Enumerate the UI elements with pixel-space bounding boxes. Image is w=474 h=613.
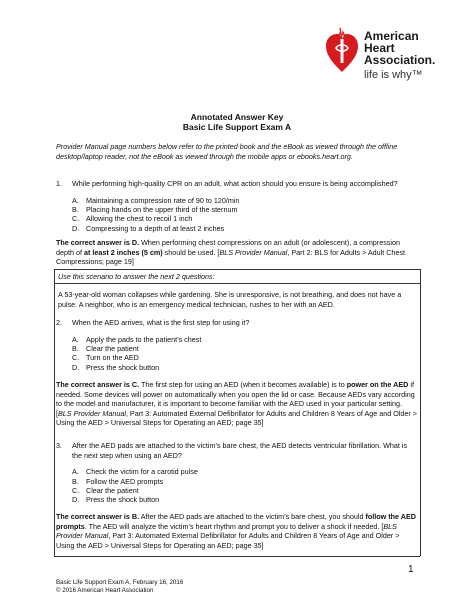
answer-3: The correct answer is B. After the AED pads are attached to the victim’s bare chest, you should follow the AED prompts. The AED will analyze the victim’s heart rhythm and prompt you to deliver a shock if needed. [BLS Provider Manual, Part 3: Automated External Defibrillator for Adults and Children 8 Years of Age and Older > Using the AED > Universal Steps for Operating an AED; page 35] bbox=[56, 512, 416, 550]
heart-torch-icon bbox=[324, 26, 360, 74]
scenario-box-divider bbox=[54, 283, 420, 284]
box-right-border bbox=[420, 269, 421, 556]
question-text: After the AED pads are attached to the victim’s bare chest, the AED detects ventricular fibrillation. What is the next step when using an AED? bbox=[72, 441, 408, 460]
options-list bbox=[72, 335, 418, 373]
question-2 bbox=[56, 318, 418, 372]
option-c: C. Clear the patient bbox=[72, 486, 139, 495]
option-d: D. Press the shock button bbox=[72, 495, 160, 505]
option-b: B. Follow the AED prompts bbox=[72, 476, 164, 486]
brand-name: American Heart Association. bbox=[364, 29, 436, 67]
page-number: 1 bbox=[408, 564, 414, 575]
question-text: While performing high-quality CPR on an adult, what action should you ensure is being accomplished? bbox=[72, 179, 398, 188]
option-a: A. Apply the pads to the patient’s chest bbox=[72, 334, 202, 344]
answer-2: The correct answer is C. The first step for using an AED (when it becomes available) is to power on the AED if needed. Some devices will power on automatically when you open the lid or case. Because AEDs vary according to the model and manufacturer, it is important to become familiar with the AED used in your particular setting. [BLS Provider Manual, Part 3: Automated External Defibrillator for Adults and Children 8 Years of Age and Older > Using the AED > Universal Steps for Operating an AED; page 35] bbox=[56, 380, 417, 428]
question-number: 2. bbox=[56, 318, 62, 327]
scenario-text: A 53-year-old woman collapses while gardening. She is unresponsive, is not breathing, and does not have a pulse. A neighbor, who is an emergency medical technician, rushes to her with an AED. bbox=[58, 290, 402, 309]
options-list bbox=[72, 196, 418, 234]
box-left-border bbox=[54, 269, 55, 556]
option-c: C. Turn on the AED bbox=[72, 353, 139, 363]
option-d: D. Compressing to a depth of at least 2 inches bbox=[72, 223, 225, 233]
scenario-heading: Use this scenario to answer the next 2 questions: bbox=[58, 272, 215, 281]
option-c: C. Allowing the chest to recoil 1 inch bbox=[72, 214, 193, 224]
question-text: When the AED arrives, what is the first step for using it? bbox=[72, 318, 250, 327]
aha-logo bbox=[324, 18, 464, 88]
option-b: B. Clear the patient bbox=[72, 344, 139, 353]
question-1 bbox=[56, 179, 418, 233]
options-list bbox=[72, 467, 418, 505]
scenario-box-top bbox=[54, 269, 420, 270]
page-subtitle: Basic Life Support Exam A bbox=[182, 122, 292, 132]
intro-note: Provider Manual page numbers below refer to the printed book and the eBook as viewed through the offline desktop/laptop reader, not the eBook as viewed through the mobile apps or ebooks.heart.org. bbox=[56, 142, 398, 161]
question-3 bbox=[56, 441, 418, 505]
question-number: 1. bbox=[56, 179, 62, 188]
scenario-box-bottom bbox=[54, 556, 420, 557]
footer-line-2: © 2016 American Heart Association bbox=[56, 587, 154, 594]
page-title: Annotated Answer Key bbox=[190, 112, 284, 122]
question-number: 3. bbox=[56, 441, 62, 450]
answer-1: The correct answer is D. When performing chest compressions on an adult (or adolescent), a compression depth of at least 2 inches (5 cm) should be used. [BLS Provider Manual, Part 2: BLS for Adults > Adult Chest Compressions; page 19] bbox=[56, 238, 406, 267]
footer-line-1: Basic Life Support Exam A, February 16, 2016 bbox=[56, 579, 184, 586]
option-d: D. Press the shock button bbox=[72, 362, 160, 372]
footer bbox=[56, 579, 183, 595]
tagline: life is why™ bbox=[364, 69, 423, 81]
option-a: A. Maintaining a compression rate of 90 to 120/min bbox=[72, 195, 240, 205]
option-a: A. Check the victim for a carotid pulse bbox=[72, 467, 198, 477]
option-b: B. Placing hands on the upper third of the sternum bbox=[72, 205, 238, 214]
